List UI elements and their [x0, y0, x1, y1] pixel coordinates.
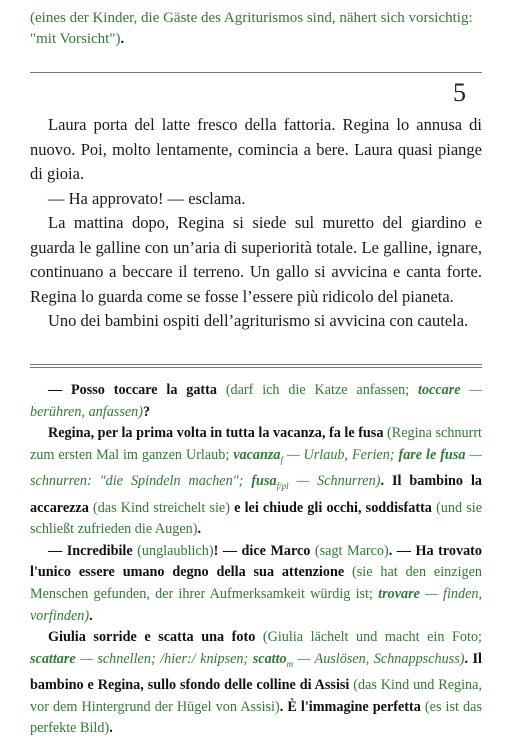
italian-text: — Incredibile [48, 542, 133, 559]
german-gloss: (sagt Marco) [310, 542, 389, 559]
punctuation: ? [142, 403, 151, 420]
italian-text: . — Ha trovato l'unico essere umano degno della sua attenzione [30, 542, 483, 581]
gender-marker: f/pl [276, 481, 289, 492]
top-gloss-text: (eines der Kinder, die Gäste des Agriturismos sind, nähert sich vorsichtig: "mit Vorsicht") [30, 10, 473, 47]
gloss-paragraph [30, 541, 482, 627]
vocab-term: scattare [30, 650, 76, 667]
german-gloss: (unglaublich) [132, 542, 214, 559]
german-gloss: (Regina schnurrt zum ersten Mal im ganzen Urlaub; [30, 425, 482, 463]
german-gloss: (darf ich die Katze anfassen; [225, 382, 419, 398]
gloss-paragraph [30, 380, 482, 423]
italian-text: ! — dice Marco [213, 542, 311, 559]
italian-text: — Posso toccare la gatta [48, 382, 217, 398]
gender-marker: f [280, 454, 284, 465]
top-gloss-note [30, 8, 482, 50]
punctuation: . [109, 720, 113, 737]
annotated-text [30, 380, 482, 740]
vocab-definition: — berühren, anfassen) [30, 382, 482, 420]
vocab-term: scatto [252, 650, 287, 667]
vocab-term: toccare [418, 382, 461, 398]
punctuation: . [197, 521, 201, 538]
german-gloss: (das Kind streichelt sie) [88, 499, 230, 516]
top-gloss-end: . [120, 31, 125, 47]
double-divider [30, 364, 482, 368]
section-divider [30, 72, 482, 73]
story-paragraph: — Ha approvato! — esclama. [48, 188, 246, 208]
german-gloss: (das Kind und Regina, vor dem Hintergrund der Hügel von Assisi) [30, 677, 482, 715]
italian-text: Regina, per la prima volta in tutta la vacanza, fa le fusa [48, 425, 384, 442]
vocab-definition: — Schnurren) [288, 473, 381, 490]
vocab-definition: — schnurren: "die Spindeln machen"; [30, 446, 482, 490]
chapter-number: 5 [453, 78, 466, 107]
german-gloss: (und sie schließt zufrieden die Augen) [30, 499, 482, 538]
story-paragraph: La mattina dopo, Regina si siede sul muretto del giardino e guarda le galline con un’aria di superiorità totale. Le galline, ignare, continuano a beccare il terreno. Un gallo si avvicina e canta forte. Regina lo guarda come se fosse l’essere più ridicolo del pianeta. [30, 213, 482, 306]
german-gloss: (Giulia lächelt und macht ein Foto; [255, 629, 482, 646]
german-gloss: (sie hat den einzigen Menschen gefunden, der ihrer Aufmerksamkeit würdig ist; [30, 564, 482, 602]
gender-marker: m [286, 658, 294, 669]
vocab-term: trovare [378, 586, 420, 602]
italian-text: Giulia sorride e scatta una foto [48, 629, 256, 646]
story-paragraph: Laura porta del latte fresco della fattoria. Regina lo annusa di nuovo. Poi, molto lentamente, comincia a bere. Laura quasi piange di gioia. [30, 115, 482, 183]
story-paragraph: Uno dei bambini ospiti dell’agriturismo si avvicina con cautela. [48, 311, 469, 330]
vocab-term: fare le fusa [398, 446, 466, 463]
story-text [30, 113, 482, 334]
vocab-term: vacanza [233, 446, 281, 463]
vocab-term: fusa [251, 473, 277, 490]
german-gloss: (es ist das perfekte Bild) [30, 698, 482, 737]
vocab-definition: — Urlaub, Ferien; [283, 446, 399, 463]
italian-text: e lei chiude gli occhi, soddisfatta [229, 499, 432, 516]
gloss-paragraph [30, 627, 482, 740]
vocab-definition: — schnellen; /hier:/ knipsen; [75, 650, 253, 667]
italian-text: . È l'immagine perfetta [279, 698, 421, 715]
vocab-definition: — Auslösen, Schnappschuss) [293, 650, 465, 667]
gloss-paragraph [30, 423, 482, 541]
punctuation: . [89, 607, 93, 624]
vocab-definition: — finden, vorfinden) [30, 586, 483, 624]
italian-text: . Il bambino la accarezza [30, 473, 482, 516]
italian-text: . Il bambino e Regina, sullo sfondo delle colline di Assisi [30, 650, 482, 694]
